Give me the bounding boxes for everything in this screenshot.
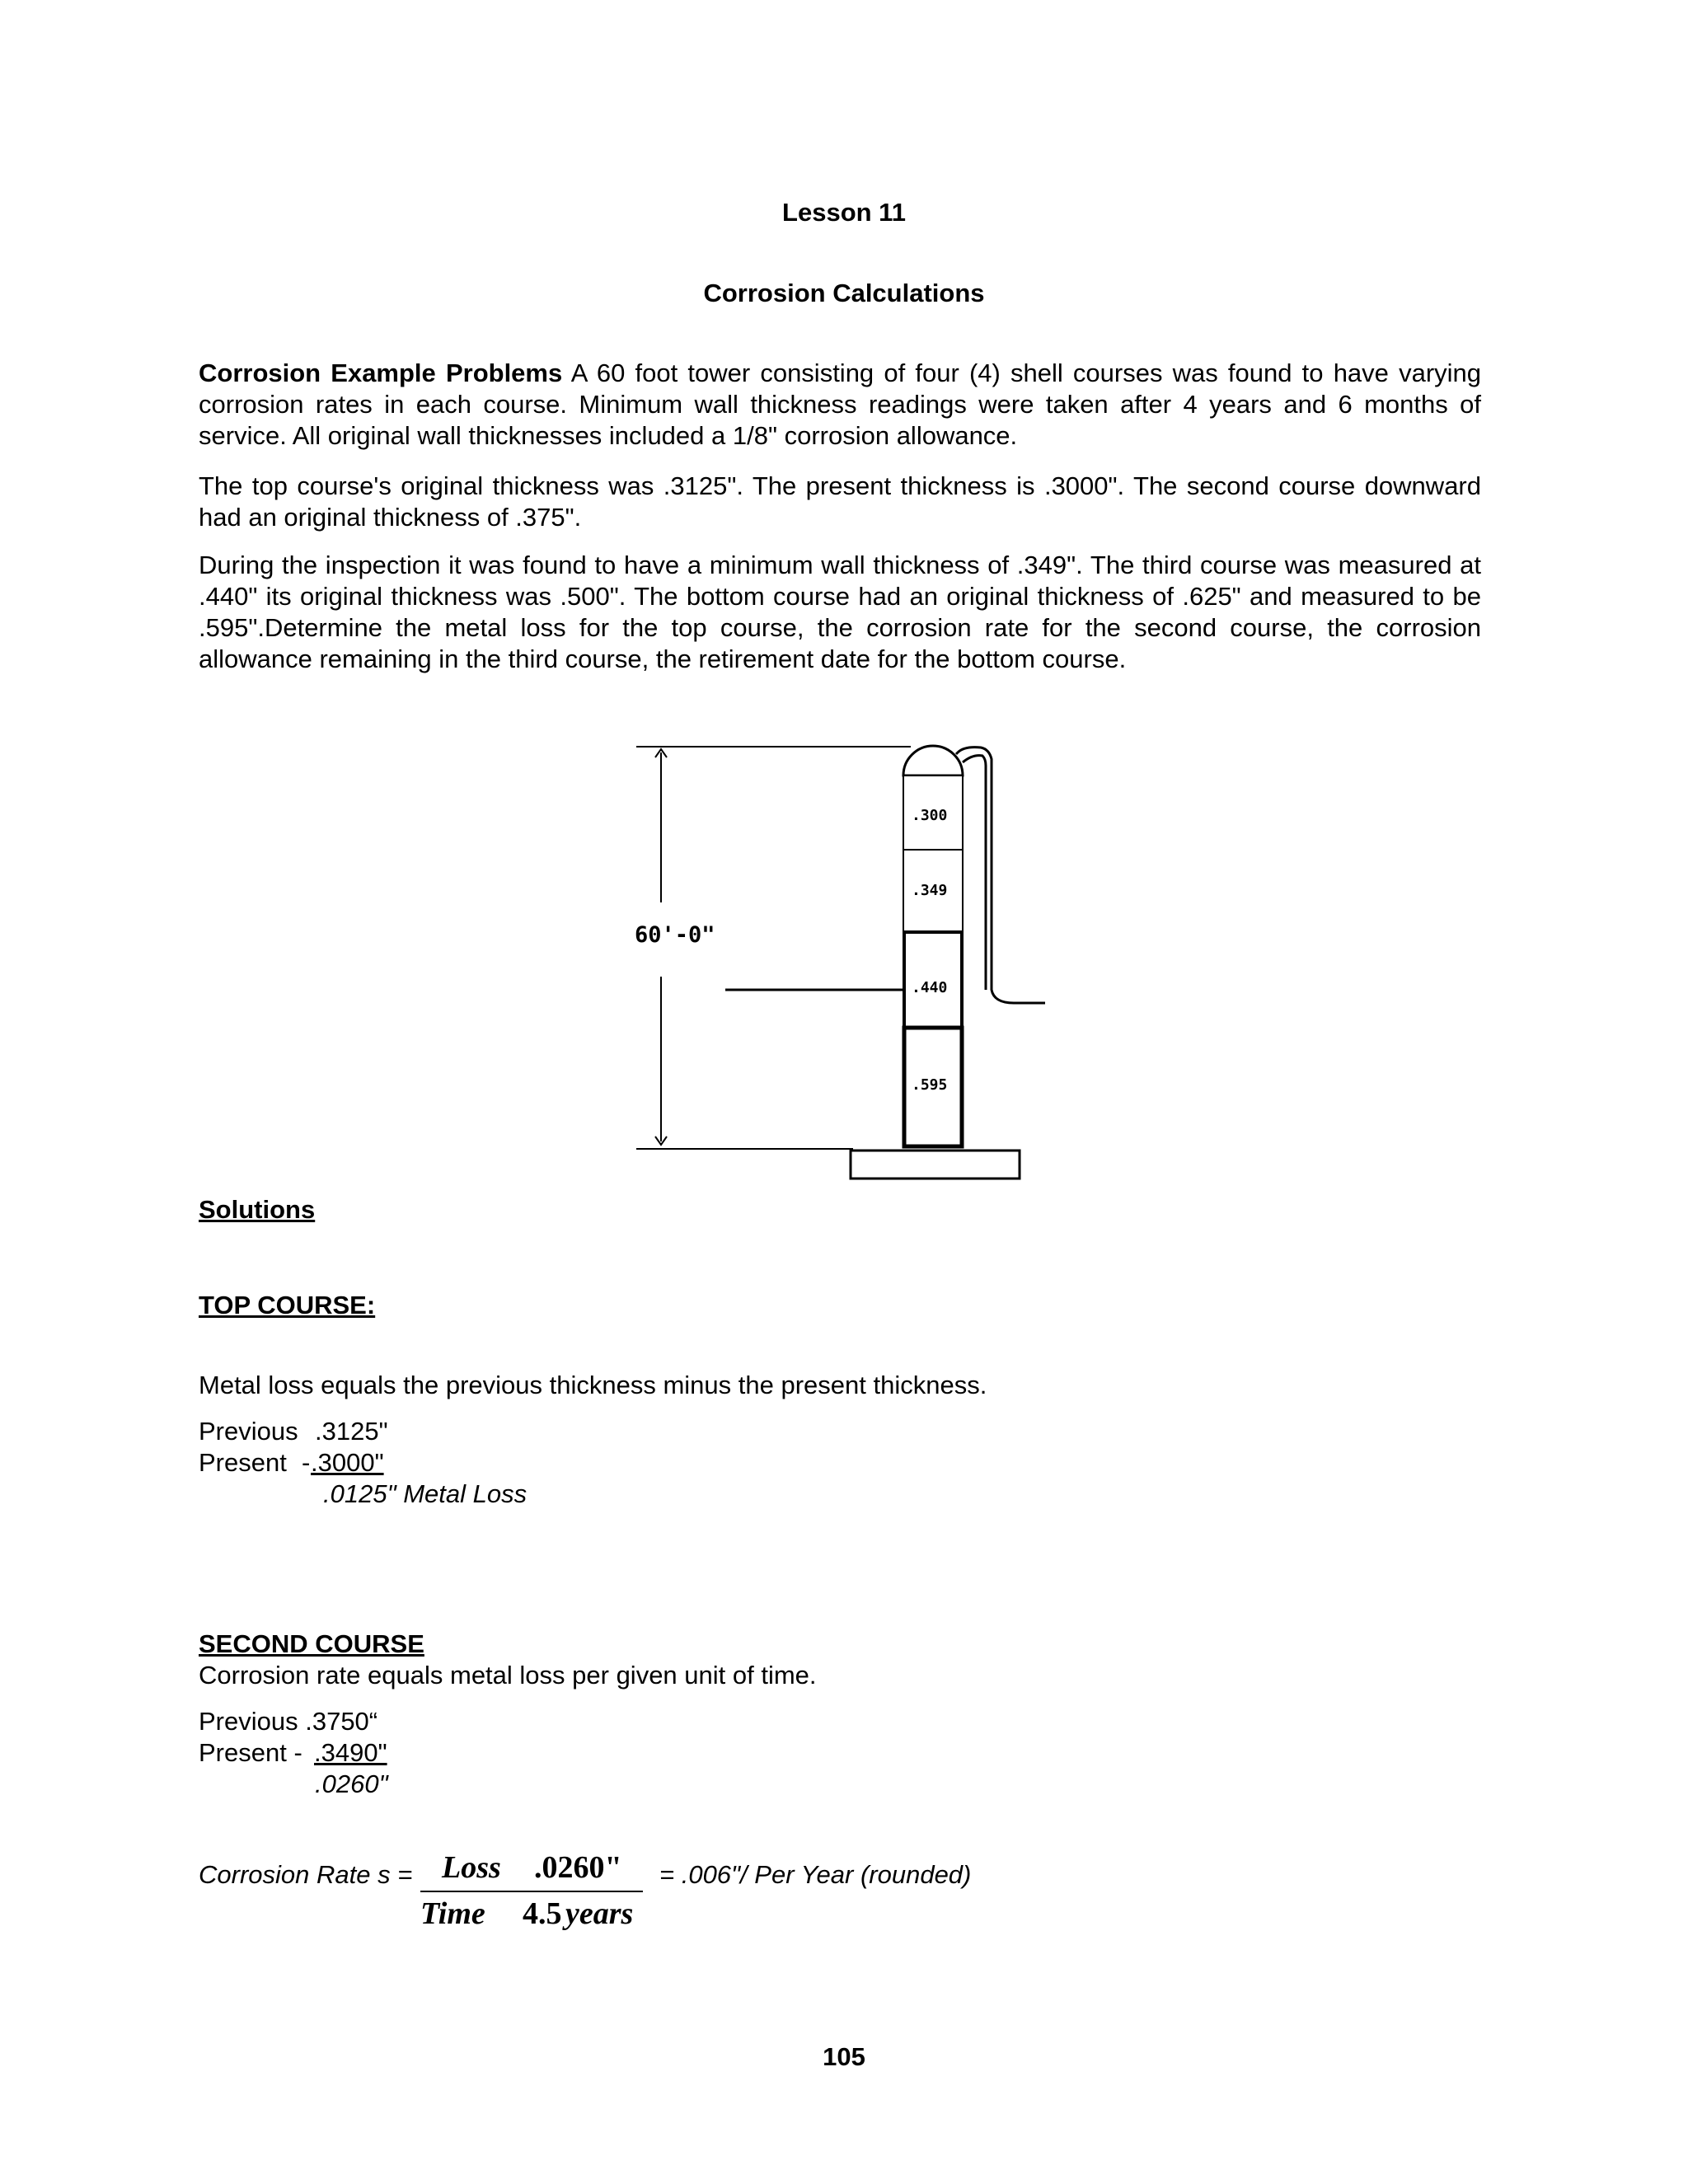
top-course-heading: TOP COURSE: [199, 1291, 376, 1319]
previous-label: Previous [199, 1417, 298, 1446]
tower-base [851, 1151, 1020, 1179]
present-minus: - [302, 1448, 311, 1477]
problem-text-1: A 60 foot tower consisting of four (4) shell courses was found to have varying corrosion rates in each course. Minimum wall thickness readings were taken after 4 years and 6 months of service. All original wall thicknesses included a 1/8" corrosion allowance. [199, 359, 1482, 450]
course-label-third: .440 [912, 979, 948, 996]
fraction-bar [420, 1891, 643, 1892]
metal-loss-result: .0260" [315, 1769, 388, 1798]
overhead-pipe-inner [963, 756, 986, 990]
metal-loss-result: .0125" Metal Loss [323, 1479, 528, 1508]
formula-result: = .006"/ Per Year (rounded) [659, 1860, 972, 1889]
problem-paragraph-1 [199, 358, 1481, 452]
page-number: 105 [823, 2042, 865, 2071]
previous-line: Previous .3750“ [199, 1707, 378, 1736]
present-value: .3000" [311, 1448, 384, 1477]
problem-paragraph-2: The top course's original thickness was .3125". The present thickness is .3000". The second course downward had an original thickness of .375". [199, 471, 1481, 532]
tower-dome [903, 746, 963, 776]
height-label: 60'-0" [635, 922, 715, 948]
formula-denominator-value: 4.5 [523, 1896, 562, 1931]
previous-value: .3125" [315, 1417, 388, 1446]
present-value: .3490" [314, 1738, 387, 1767]
present-label: Present [199, 1448, 287, 1477]
course-label-top: .300 [912, 807, 948, 824]
course-label-bottom: .595 [912, 1076, 948, 1094]
tower-diagram [626, 738, 1063, 1183]
second-course-explanation: Corrosion rate equals metal loss per given unit of time. [199, 1661, 817, 1690]
top-course-explanation: Metal loss equals the previous thickness minus the present thickness. [199, 1371, 987, 1399]
formula-denominator-word: Time [420, 1896, 485, 1931]
formula-denominator-unit: years [565, 1896, 634, 1931]
second-course-heading: SECOND COURSE [199, 1629, 424, 1658]
page-title: Corrosion Calculations [703, 279, 985, 307]
present-label: Present - [199, 1738, 302, 1767]
overhead-pipe [956, 748, 1045, 1003]
formula-numerator-value: .0260" [534, 1850, 622, 1885]
problem-lead: Corrosion Example Problems [199, 359, 563, 387]
solutions-heading: Solutions [199, 1195, 316, 1224]
formula-numerator-word: Loss [442, 1850, 501, 1885]
course-label-second: .349 [912, 882, 948, 899]
lesson-number: Lesson 11 [782, 198, 906, 227]
formula-label: Corrosion Rate s = [199, 1860, 413, 1889]
problem-paragraph-3: During the inspection it was found to have a minimum wall thickness of .349". The third course was measured at .440" its original thickness was .500". The bottom course had an original thickness of .625" and measured to be .595".Determine the metal loss for the top course, the corrosion rate for the second course, the corrosion allowance remaining in the third course, the retirement date for the bottom course. [199, 551, 1481, 673]
